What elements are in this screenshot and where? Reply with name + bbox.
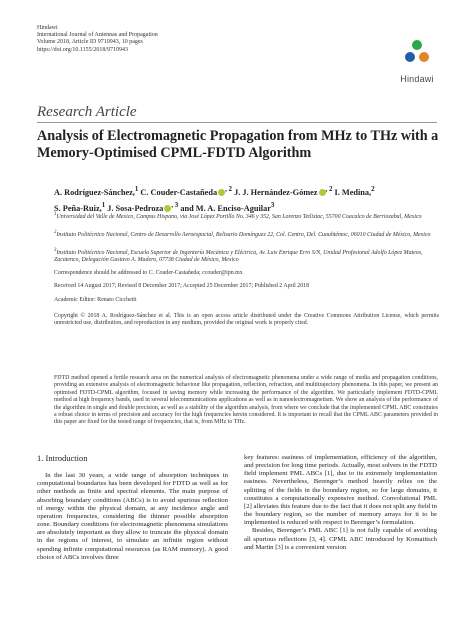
affiliation	[54, 247, 439, 265]
doi-link[interactable]: https://doi.org/10.1155/2018/9710943	[37, 46, 129, 53]
affiliation-text: Instituto Politécnico Nacional, Centro de Desarrollo Aeroespacial, Belisario Domínguez 22, Col. Centro, Del. Cuauhtémoc, 06010 Ciudad de México, Mexico	[56, 231, 431, 238]
affiliation	[54, 229, 439, 239]
author-name: J. J. Hernández-Gómez	[234, 187, 318, 197]
author-affil: 3	[270, 201, 275, 209]
author-name: I. Medina,	[334, 187, 372, 197]
author-name: J. Sosa-Pedroza	[107, 203, 164, 213]
intro-paragraph: In the last 30 years, a wide range of absorption techniques in computational boundaries has been developed for FDTD as well as for other methods as finite and spectral elements. The main purpose of absorbing boundary conditions (ABCs) is to avoid spurious reflection of energy within the physical domain, at any incidence angle and operation frequencies, considering the thinner possible absorption zone. Boundary conditions for electromagnetic phenomena simulations are absolutely important as they allow to truncate the physical domain in the regions of interest, to simulate an infinite region without spending infinite computational resources (as RAM memory). A good choice of ABCs involves three	[37, 472, 228, 561]
article-type: Research Article	[37, 104, 137, 120]
publisher-name: Hindawi	[37, 25, 58, 31]
author-name: A. Rodríguez-Sánchez,	[54, 187, 135, 197]
author-name: and M. A. Enciso-Aguilar	[180, 203, 271, 213]
affiliation-text: Instituto Politécnico Nacional, Escuela Superior de Ingeniería Mecánica y Eléctrica, Av. Luis Enrique Erro S/N, Unidad Profesional Adolfo López Mateos, Zacatenco, Delegación Gustavo A. Madero, 07738 Ciudad de México, Mexico	[54, 249, 423, 264]
journal-header	[37, 25, 158, 54]
right-column	[244, 454, 437, 552]
author-affil: , 3	[171, 201, 179, 209]
hindawi-logo	[391, 38, 443, 84]
author	[140, 188, 232, 197]
academic-editor: Academic Editor: Renato Cicchetti	[54, 297, 137, 303]
affiliation-number: 3	[54, 248, 57, 253]
affiliation-number: 1	[54, 212, 57, 217]
copyright-notice: Copyright © 2018 A. Rodríguez-Sánchez et al. This is an open access article distributed under the Creative Commons Attribution License, which permits unrestricted use, distribution, and reproduction in any medium, provided the original work is properly cited.	[54, 313, 439, 327]
author-name: S. Peña-Ruiz,	[54, 203, 102, 213]
author	[334, 188, 374, 197]
intro-paragraph: key features: easiness of implementation, efficiency of the algorithm, and precision for long time periods. Actually, most solvers in the FDTD field implement PML ABCs [1], due to its extremely implementation easiness. Nevertheless, Berenger’s method heavily relies on the splitting of the fields in the boundary region, so for large domains, it constitutes a computationally expensive method. Convolutional PML [2] alleviates this feature due to the fact that it does not split any field in the boundary region, so the number of memory arrays for it to be implemented is reduced with respect to Berenger’s formulation.	[244, 454, 437, 527]
affiliation-text: Universidad del Valle de Mexico, Campus Hispano, via José López Portillo No. 346 y 352, San Lorenzo Tetlixtac, 55700 Coacalco de Berriozabal, Mexico	[56, 213, 422, 220]
author	[54, 188, 138, 197]
author-name: C. Couder-Castañeda	[140, 187, 218, 197]
paper-title: Analysis of Electromagnetic Propagation from MHz to THz with a Memory-Optimised CPML-FDTD Algorithm	[37, 128, 439, 161]
author-affil: 2	[371, 186, 375, 193]
intro-paragraph: Besides, Berenger’s PML ABC [1] is not fully capable of avoiding all spurious reflections [3, 4]. CPML ABC introduced by Komatitsch and Martin [3] is a convenient version	[244, 527, 437, 551]
affiliation-number: 2	[54, 230, 57, 235]
author-affil: 1	[134, 186, 139, 193]
journal-name: International Journal of Antennas and Propagation	[37, 32, 158, 39]
title-divider	[37, 122, 437, 123]
author-list	[54, 183, 444, 215]
correspondence: Correspondence should be addressed to C. Couder-Castañeda; ccouder@ipn.mx	[54, 270, 243, 276]
author-affil: 1	[101, 201, 106, 209]
author-affil: , 2	[325, 186, 333, 193]
article-dates: Received 14 August 2017; Revised 8 December 2017; Accepted 25 December 2017; Published 2 April 2018	[54, 283, 310, 289]
author-affil: , 2	[225, 186, 232, 193]
abstract: FDTD method opened a fertile research area on the numerical analysis of electromagnetic phenomena under a wide range of media and propagation conditions, providing an extensive analysis of electromagnetic behaviour like propagation, reflection, refraction, and multitrajectory phenomena. In this paper, we present an optimised FDTD-CPML algorithm, focused in saving memory while increasing the performance of the algorithm. We particularly implement FDTD-CPML method at high frequency bands, used in several telecommunications applications as well as in nanoelectromagnetism. We show an analysis of the performance of the algorithm in single and double precision, as well as a stability of the algorithm analysis, from where we conclude that the implemented CPML ABC constitutes a robust choice in terms of precision and accuracy for the high frequencies herein considered. It is important to recall that the CPML ABC parameters provided in this paper are fixed for the tested range of frequencies, that is, from MHz to THz.	[54, 375, 438, 426]
volume-line: Volume 2018, Article ID 9710943, 10 pages	[37, 39, 143, 46]
logo-text: Hindawi	[400, 74, 434, 84]
affiliation	[54, 211, 439, 221]
orcid-icon[interactable]	[319, 189, 326, 196]
left-column	[37, 454, 228, 562]
section-heading: 1. Introduction	[37, 453, 88, 463]
author	[234, 188, 332, 197]
hindawi-logo-icon	[402, 38, 432, 68]
